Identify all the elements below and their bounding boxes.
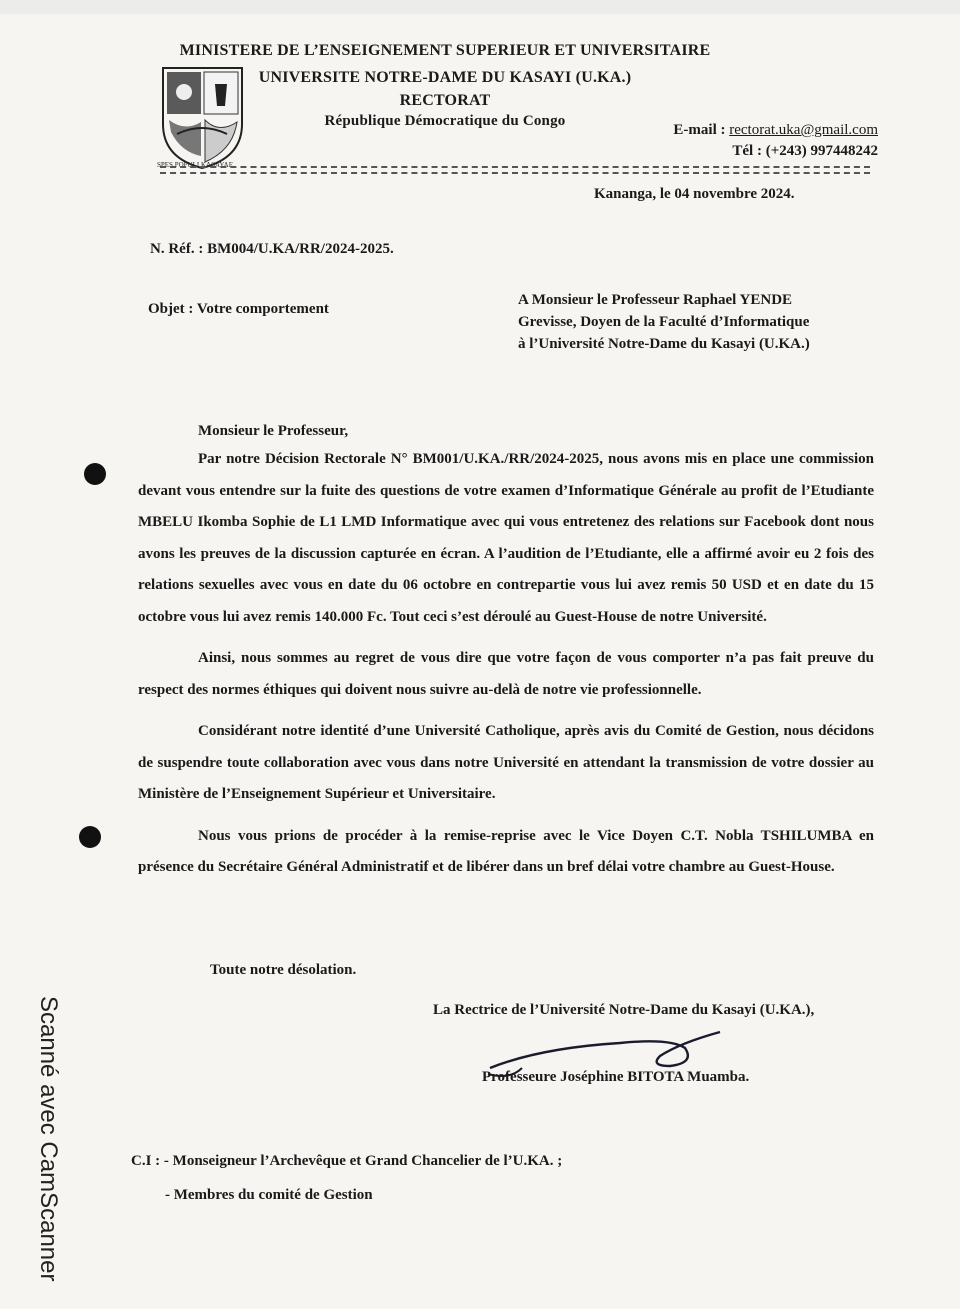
recipient-line: Grevisse, Doyen de la Faculté d’Informatique: [518, 314, 810, 330]
email-line: [673, 120, 878, 141]
body-paragraph: Par notre Décision Rectorale N° BM001/U.KA./RR/2024-2025, nous avons mis en place une commission devant vous entendre sur la fuite des questions de votre examen d’Informatique Générale au profit de l’Etudiante MBELU Ikomba Sophie de L1 LMD Informatique avec qui vous entretenez des relations sur Facebook dont nous avons les preuves de la discussion capturée en écran. A l’audition de l’Etudiante, elle a affirmé avoir eu 2 fois des relations sexuelles avec vous en date du 06 octobre en contrepartie vous lui avez remis 50 USD et en date du 15 octobre vous lui avez remis 140.000 Fc. Tout ceci s’est déroulé au Guest-House de notre Université.: [138, 451, 874, 625]
email-label: E-mail :: [673, 122, 730, 138]
copies-line: [131, 1144, 562, 1178]
watermark-text: Scanné avec CamScanner: [35, 996, 62, 1282]
body-paragraph: Ainsi, nous sommes au regret de vous dire que votre façon de vous comporter n’a pas fait preuve du respect des normes éthiques qui doivent nous suivre au-delà de notre vie professionnelle.: [138, 650, 874, 698]
country-name: République Démocratique du Congo: [324, 113, 566, 129]
copies-item: - Membres du comité de Gestion: [165, 1187, 373, 1203]
signatory-name: Professeure Joséphine BITOTA Muamba.: [482, 1069, 750, 1085]
handwritten-signature: [480, 1018, 730, 1098]
university-name: UNIVERSITE NOTRE-DAME DU KASAYI (U.KA.): [258, 69, 632, 86]
punch-hole: [84, 463, 106, 485]
copies-label: C.I : -: [131, 1153, 169, 1169]
recipient-address: [518, 289, 810, 355]
seal-motto: SPES POPULI KASAYAE: [157, 161, 233, 169]
closing-line: Toute notre désolation.: [210, 962, 357, 978]
letter-body: [138, 444, 874, 894]
email-link[interactable]: rectorat.uka@gmail.com: [729, 122, 878, 138]
signatory-title: La Rectrice de l’Université Notre-Dame du Kasayi (U.KA.),: [433, 1002, 815, 1018]
body-paragraph: Nous vous prions de procéder à la remise-reprise avec le Vice Doyen C.T. Nobla TSHILUMBA en présence du Secrétaire Général Administratif et de libérer dans un bref délai votre chambre au Guest-House.: [138, 827, 874, 875]
reference-number: N. Réf. : BM004/U.KA/RR/2024-2025.: [150, 241, 394, 257]
header-divider-bottom: [160, 172, 870, 177]
punch-hole: [79, 826, 101, 848]
office-name: RECTORAT: [399, 92, 491, 109]
letter-date: Kananga, le 04 novembre 2024.: [594, 186, 795, 202]
camscanner-watermark: [22, 996, 62, 1306]
copies-item: Monseigneur l’Archevêque et Grand Chancelier de l’U.KA. ;: [172, 1153, 563, 1169]
recipient-line: à l’Université Notre-Dame du Kasayi (U.KA.): [518, 336, 810, 352]
letter-subject: Objet : Votre comportement: [148, 301, 329, 317]
copies-block: [131, 1144, 562, 1212]
recipient-line: A Monsieur le Professeur Raphael YENDE: [518, 292, 793, 308]
phone-line: Tél : (+243) 997448242: [732, 143, 878, 159]
body-paragraph: Considérant notre identité d’une Université Catholique, après avis du Comité de Gestion, nous décidons de suspendre toute collaboration avec vous dans notre Université en attendant la transmission de votre dossier au Ministère de l’Enseignement Supérieur et Universitaire.: [138, 723, 874, 802]
ministry-title: MINISTERE DE L’ENSEIGNEMENT SUPERIEUR ET UNIVERSITAIRE: [179, 42, 711, 59]
header-divider-top: [160, 166, 870, 171]
salutation: Monsieur le Professeur,: [198, 423, 349, 439]
contact-block: [673, 120, 878, 162]
